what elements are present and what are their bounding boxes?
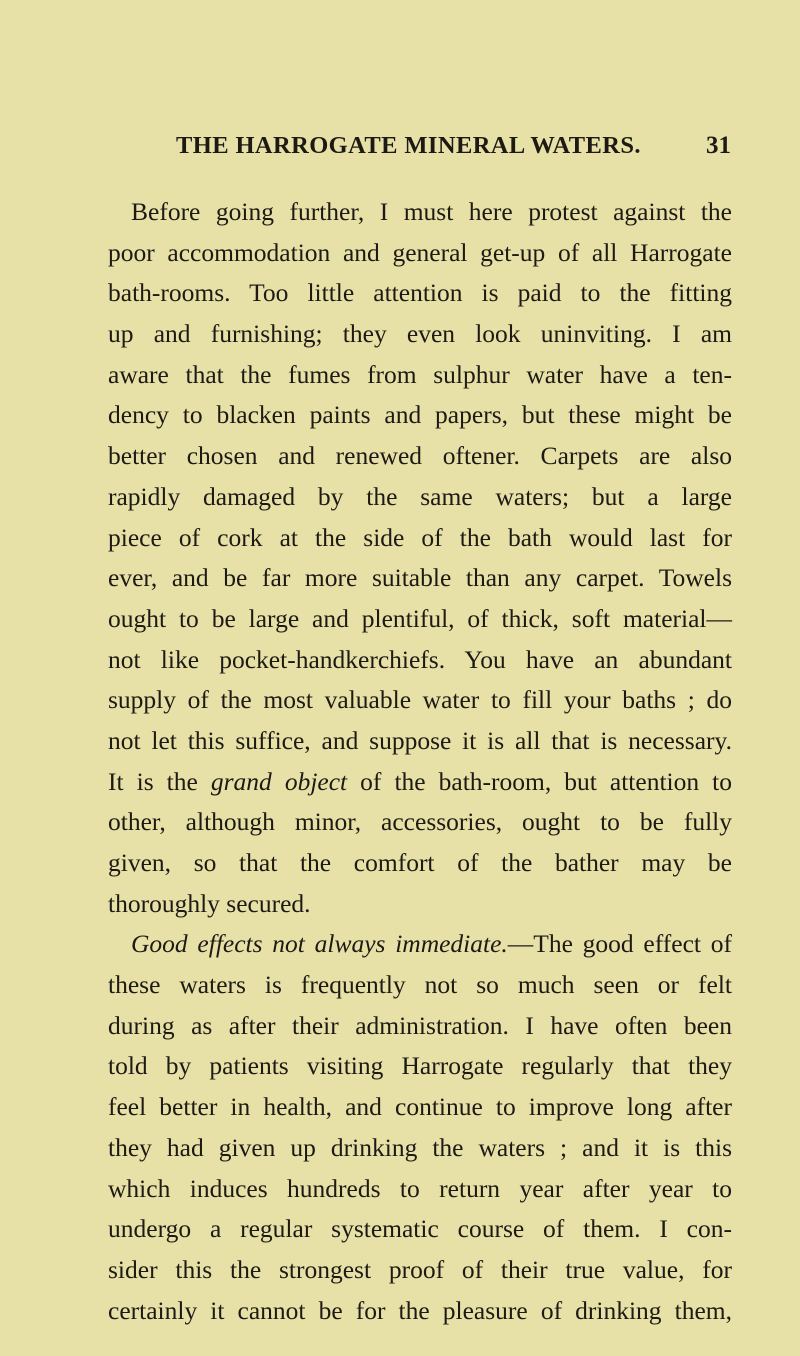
text-line: they had given up drinking the waters ; and it is this	[108, 1132, 732, 1162]
text-line: supply of the most valuable water to fill your baths ; do	[108, 685, 732, 715]
text-line: these waters is frequently not so much seen or felt	[108, 970, 732, 1000]
text-line-with-italic	[108, 762, 732, 803]
text-line: better chosen and renewed oftener. Carpets are also	[108, 441, 732, 471]
text-line: undergo a regular systematic course of them. I con-	[108, 1214, 732, 1244]
text-run: It is the	[108, 766, 211, 796]
text-line: given, so that the comfort of the bather may be	[108, 848, 732, 877]
section-heading-line	[108, 924, 732, 965]
text-line: feel better in health, and continue to improve long after	[108, 1092, 732, 1122]
text-run: of the bath-room, but attention to	[347, 766, 733, 796]
text-run: —The good effect of	[507, 929, 732, 959]
text-line: ought to be large and plentiful, of thick, soft material—	[108, 603, 732, 633]
text-line: aware that the fumes from sulphur water have a ten-	[108, 359, 732, 389]
text-line: told by patients visiting Harrogate regularly that they	[108, 1051, 732, 1081]
page-number: 31	[706, 132, 731, 159]
inline-heading: Good effects not always immediate.	[131, 929, 508, 959]
text-line: sider this the strongest proof of their true value, for	[108, 1254, 732, 1284]
text-line: which induces hundreds to return year after year to	[108, 1173, 732, 1203]
body-text	[108, 192, 732, 1331]
text-line: not let this suffice, and suppose it is all that is necessary.	[108, 725, 732, 755]
text-line: poor accommodation and general get-up of all Harrogate	[108, 237, 732, 267]
text-line: other, although minor, accessories, ought to be fully	[108, 807, 732, 837]
text-line: not like pocket-handkerchiefs. You have an abundant	[108, 644, 732, 674]
text-line: rapidly damaged by the same waters; but a large	[108, 481, 732, 511]
text-line: Before going further, I must here protest against the	[131, 197, 732, 226]
text-line: bath-rooms. Too little attention is paid to the fitting	[108, 278, 732, 308]
text-line: thoroughly secured.	[108, 888, 311, 918]
text-line: certainly it cannot be for the pleasure of drinking them,	[108, 1295, 732, 1325]
text-line: during as after their administration. I have often been	[108, 1010, 732, 1040]
text-line: dency to blacken paints and papers, but these might be	[108, 400, 732, 430]
text-line: up and furnishing; they even look uninviting. I am	[108, 319, 732, 349]
text-line: ever, and be far more suitable than any carpet. Towels	[108, 563, 732, 593]
italic-phrase: grand object	[210, 766, 348, 796]
text-line: piece of cork at the side of the bath would last for	[108, 522, 732, 552]
running-title: THE HARROGATE MINERAL WATERS.	[176, 132, 641, 159]
running-head	[176, 132, 731, 172]
